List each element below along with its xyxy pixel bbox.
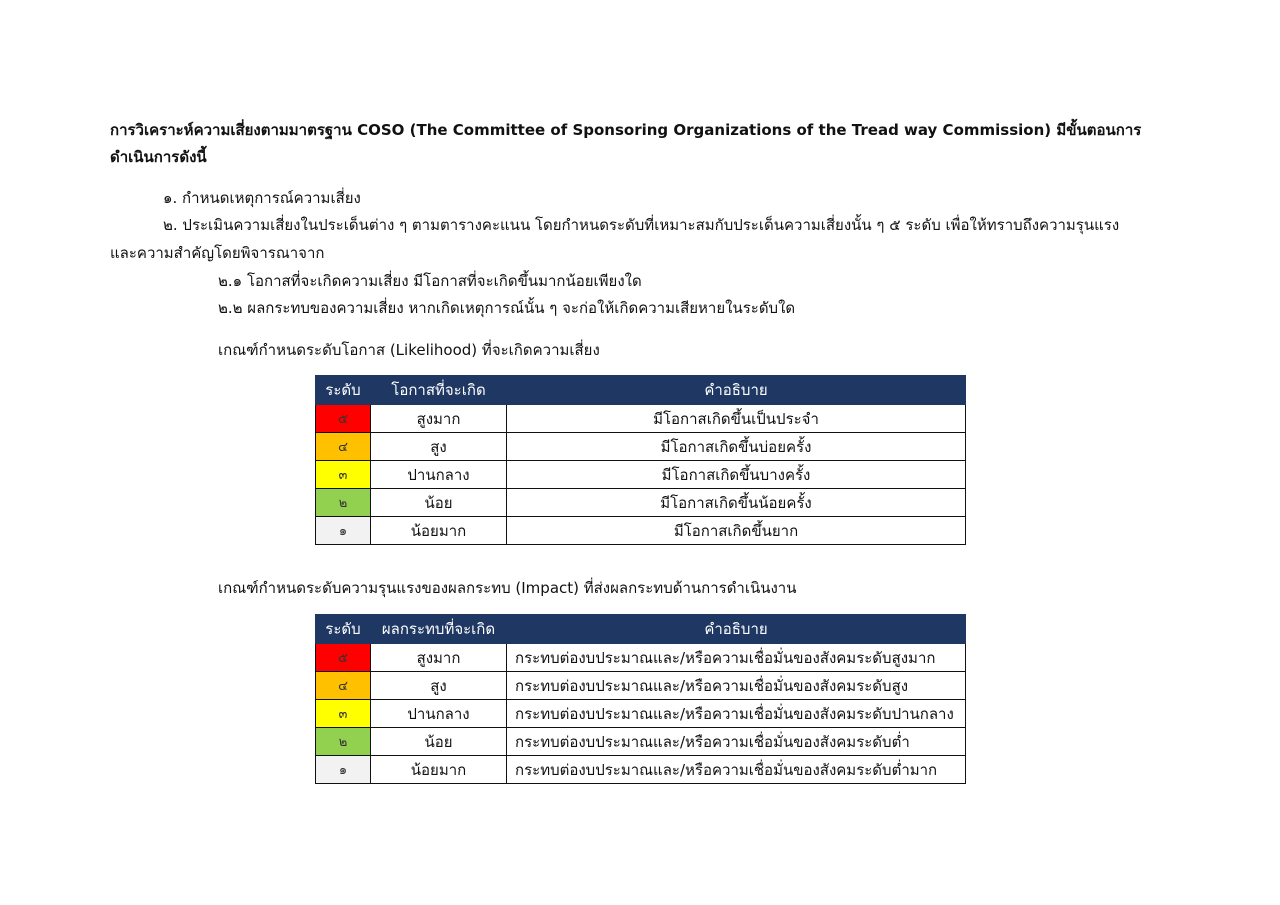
- table-row: [316, 644, 966, 672]
- likelihood-cell: สูงมาก: [371, 405, 507, 433]
- sub-step-2-1: ๒.๑ โอกาสที่จะเกิดความเสี่ยง มีโอกาสที่จะเกิดขึ้นมากน้อยเพียงใด: [218, 272, 642, 290]
- likelihood-cell: น้อย: [371, 489, 507, 517]
- likelihood-cell: สูง: [371, 433, 507, 461]
- table-row: [316, 700, 966, 728]
- impact-heading: เกณฑ์กำหนดระดับความรุนแรงของผลกระทบ (Impact) ที่ส่งผลกระทบด้านการดำเนินงาน: [218, 579, 797, 597]
- level-cell: ๔: [316, 433, 371, 461]
- impact-table: [315, 614, 966, 784]
- level-cell: ๕: [316, 405, 371, 433]
- impact-cell: น้อยมาก: [371, 756, 507, 784]
- impact-cell: สูงมาก: [371, 644, 507, 672]
- header-level: ระดับ: [316, 376, 371, 405]
- sub-step-2-2: ๒.๒ ผลกระทบของความเสี่ยง หากเกิดเหตุการณ์นั้น ๆ จะก่อให้เกิดความเสียหายในระดับใด: [218, 299, 796, 317]
- table-row: [316, 461, 966, 489]
- table-header-row: [316, 615, 966, 644]
- impact-cell: น้อย: [371, 728, 507, 756]
- table-row: [316, 672, 966, 700]
- description-cell: กระทบต่องบประมาณและ/หรือความเชื่อมั่นของสังคมระดับสูง: [507, 672, 966, 700]
- description-cell: มีโอกาสเกิดขึ้นเป็นประจำ: [507, 405, 966, 433]
- level-cell: ๒: [316, 728, 371, 756]
- page-title: การวิเคราะห์ความเสี่ยงตามมาตรฐาน COSO (The Committee of Sponsoring Organizations of the Tread way Commission) มีขั้นตอนการดำเนินการดังนี้: [110, 121, 1142, 166]
- description-cell: มีโอกาสเกิดขึ้นยาก: [507, 517, 966, 545]
- level-cell: ๑: [316, 517, 371, 545]
- description-cell: มีโอกาสเกิดขึ้นน้อยครั้ง: [507, 489, 966, 517]
- level-cell: ๑: [316, 756, 371, 784]
- step-2-line-1: ๒. ประเมินความเสี่ยงในประเด็นต่าง ๆ ตามตารางคะแนน โดยกำหนดระดับที่เหมาะสมกับประเด็นความเสี่ยงนั้น ๆ ๕ ระดับ เพื่อให้ทราบถึงความรุนแรง: [163, 216, 1120, 234]
- description-cell: มีโอกาสเกิดขึ้นบ่อยครั้ง: [507, 433, 966, 461]
- step-2-line-2: และความสำคัญโดยพิจารณาจาก: [110, 244, 325, 262]
- description-cell: กระทบต่องบประมาณและ/หรือความเชื่อมั่นของสังคมระดับปานกลาง: [507, 700, 966, 728]
- header-level: ระดับ: [316, 615, 371, 644]
- description-cell: กระทบต่องบประมาณและ/หรือความเชื่อมั่นของสังคมระดับต่ำ: [507, 728, 966, 756]
- header-description: คำอธิบาย: [507, 376, 966, 405]
- level-cell: ๓: [316, 700, 371, 728]
- description-cell: กระทบต่องบประมาณและ/หรือความเชื่อมั่นของสังคมระดับต่ำมาก: [507, 756, 966, 784]
- likelihood-cell: น้อยมาก: [371, 517, 507, 545]
- table-row: [316, 405, 966, 433]
- table-row: [316, 433, 966, 461]
- likelihood-cell: ปานกลาง: [371, 461, 507, 489]
- table-row: [316, 517, 966, 545]
- impact-cell: สูง: [371, 672, 507, 700]
- table-row: [316, 728, 966, 756]
- level-cell: ๒: [316, 489, 371, 517]
- header-impact: ผลกระทบที่จะเกิด: [371, 615, 507, 644]
- header-description: คำอธิบาย: [507, 615, 966, 644]
- level-cell: ๔: [316, 672, 371, 700]
- description-cell: กระทบต่องบประมาณและ/หรือความเชื่อมั่นของสังคมระดับสูงมาก: [507, 644, 966, 672]
- table-header-row: [316, 376, 966, 405]
- step-1: ๑. กำหนดเหตุการณ์ความเสี่ยง: [163, 189, 361, 207]
- description-cell: มีโอกาสเกิดขึ้นบางครั้ง: [507, 461, 966, 489]
- likelihood-table: [315, 375, 966, 545]
- level-cell: ๕: [316, 644, 371, 672]
- table-row: [316, 756, 966, 784]
- table-row: [316, 489, 966, 517]
- header-likelihood: โอกาสที่จะเกิด: [371, 376, 507, 405]
- likelihood-heading: เกณฑ์กำหนดระดับโอกาส (Likelihood) ที่จะเกิดความเสี่ยง: [218, 341, 600, 359]
- impact-cell: ปานกลาง: [371, 700, 507, 728]
- level-cell: ๓: [316, 461, 371, 489]
